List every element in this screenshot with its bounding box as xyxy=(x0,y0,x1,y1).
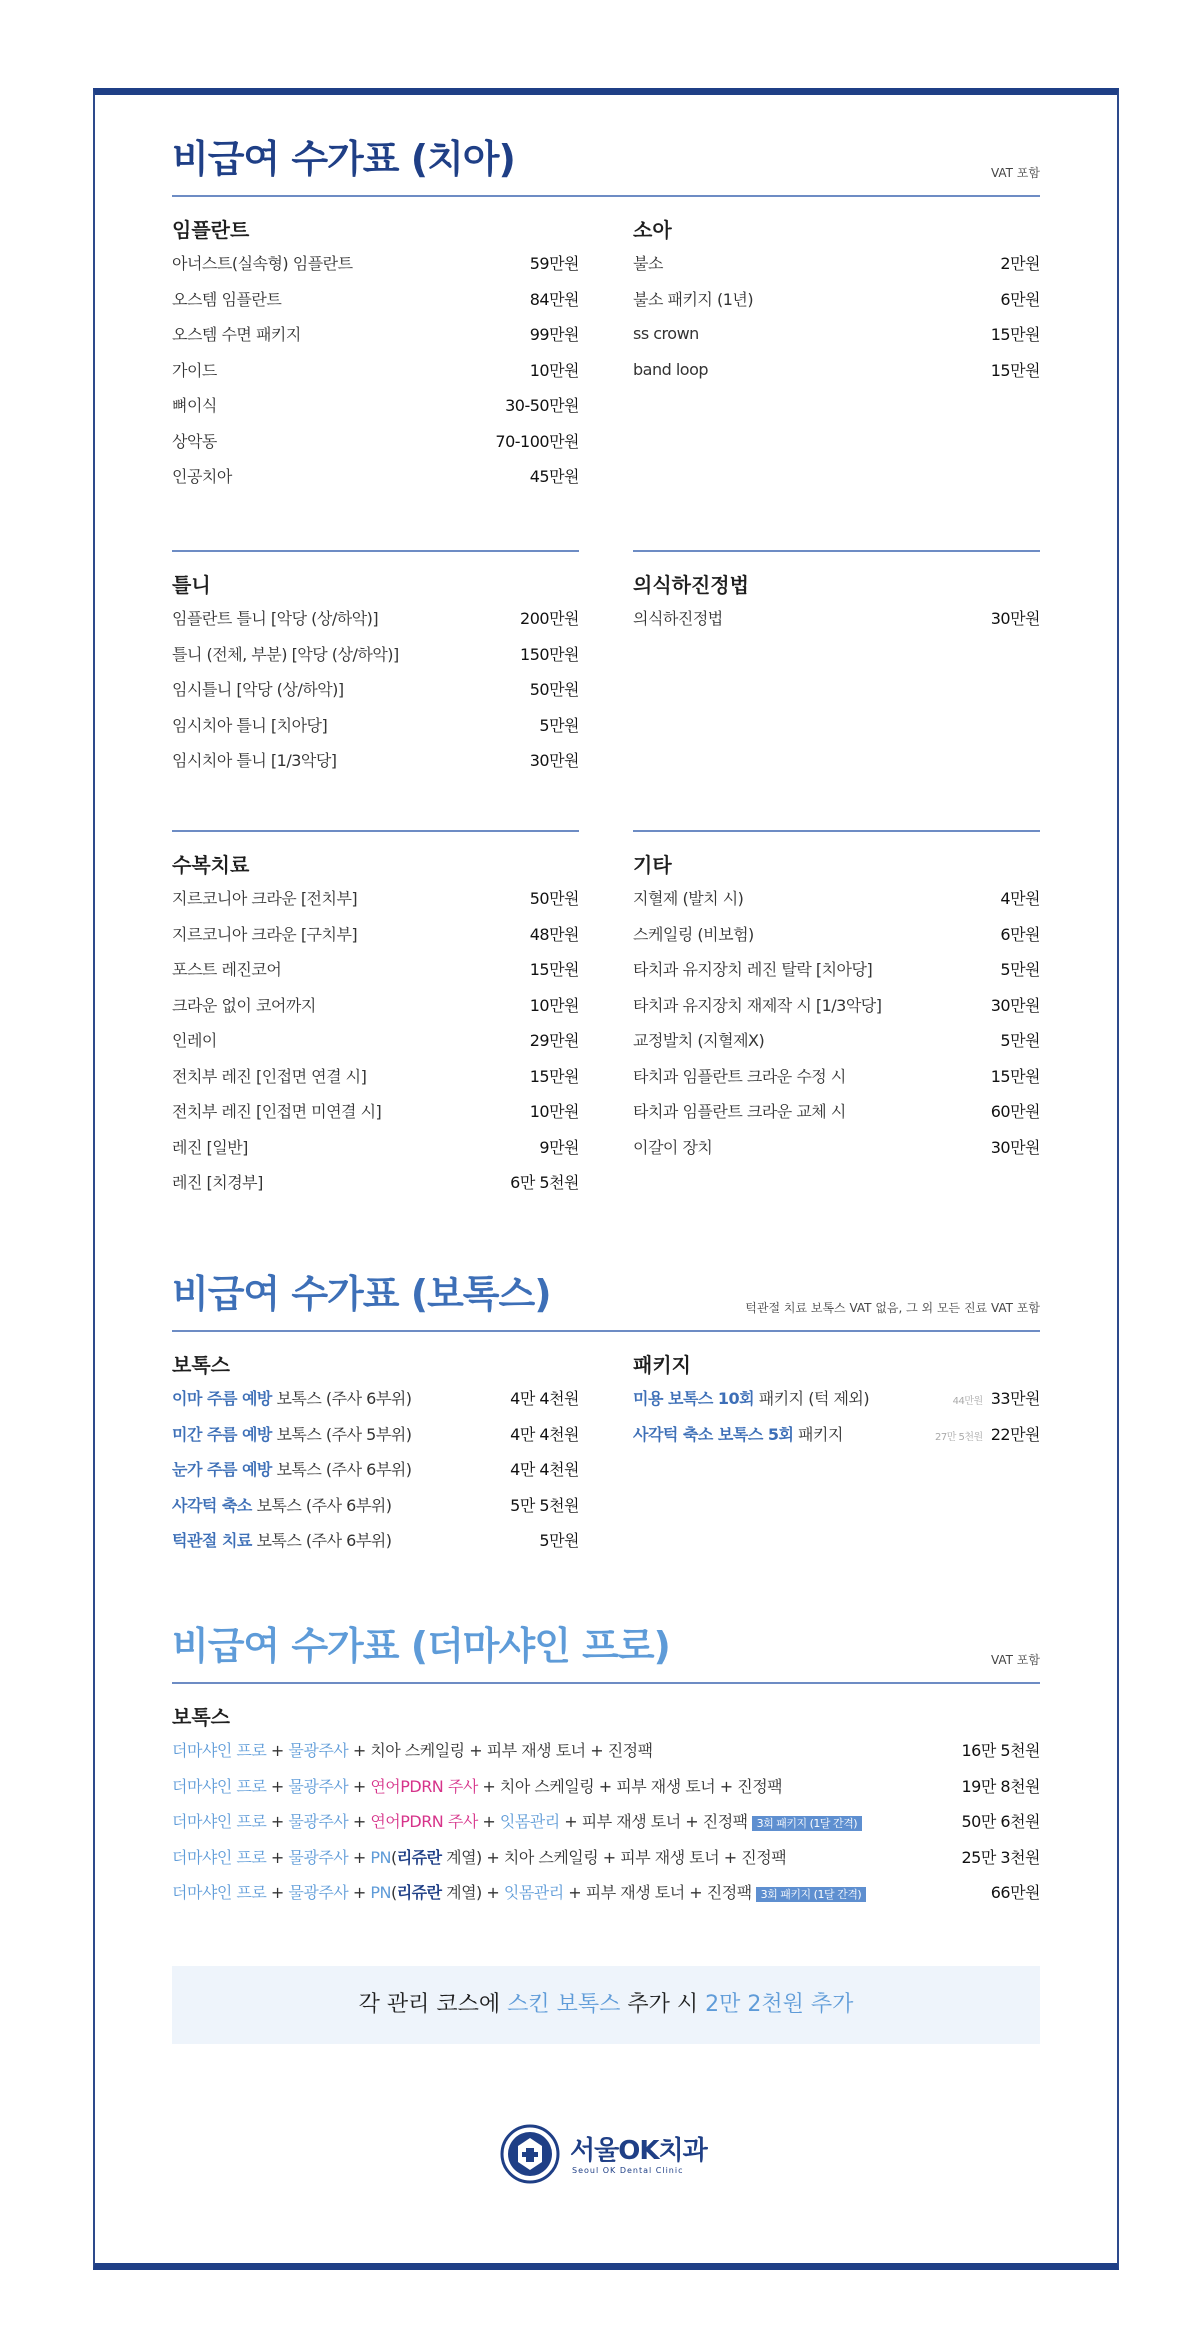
item-highlight: 사각턱 축소 xyxy=(172,1495,252,1515)
item-price: 19만 8천원 xyxy=(961,1776,1040,1796)
item-detail: 보톡스 (주사 6부위) xyxy=(251,1495,392,1515)
price-row xyxy=(172,1522,579,1558)
original-price: 44만원 xyxy=(952,1396,983,1408)
item-price-group xyxy=(935,1422,1040,1445)
item-name: 전치부 레진 [인접면 미연결 시] xyxy=(172,1102,382,1122)
item-part: + xyxy=(477,1776,500,1796)
original-price: 27만 5천원 xyxy=(934,1431,983,1443)
item-part: + xyxy=(464,1741,487,1761)
item-part: 진정팩 xyxy=(702,1812,748,1832)
item-part: + xyxy=(594,1776,617,1796)
item-part: 잇몸관리 xyxy=(503,1883,564,1903)
item-part: + xyxy=(719,1847,742,1867)
item-name xyxy=(172,1880,866,1903)
item-price: 5만원 xyxy=(539,715,579,735)
item-name: band loop xyxy=(633,359,709,379)
item-part: ( xyxy=(390,1847,397,1867)
item-part: + xyxy=(563,1883,586,1903)
item-name: 불소 xyxy=(633,254,663,274)
item-part: 물광주사 xyxy=(288,1776,349,1796)
item-part: + xyxy=(266,1847,289,1867)
item-highlight: 턱관절 치료 xyxy=(172,1531,252,1551)
price-list xyxy=(633,245,1040,387)
section-title: 비급여 수가표 (치아) xyxy=(172,137,515,181)
item-price: 15만원 xyxy=(990,325,1040,345)
item-name: 지혈제 (발치 시) xyxy=(633,889,744,909)
price-row xyxy=(172,316,579,352)
item-name: 임시틀니 [악당 (상/하악)] xyxy=(172,680,344,700)
price-row xyxy=(172,880,579,916)
item-detail: 보톡스 (주사 5부위) xyxy=(271,1424,412,1444)
item-detail: 패키지 xyxy=(793,1424,843,1444)
price-row xyxy=(172,458,579,494)
item-part: 물광주사 xyxy=(288,1741,349,1761)
item-detail: 보톡스 (주사 6부위) xyxy=(271,1460,412,1480)
price-row xyxy=(633,951,1040,987)
item-price: 29만원 xyxy=(529,1031,579,1051)
item-part: + xyxy=(715,1776,738,1796)
item-part: 리쥬란 xyxy=(396,1847,442,1867)
item-name: 교정발치 (지혈제X) xyxy=(633,1031,765,1051)
item-part: 잇몸관리 xyxy=(499,1812,560,1832)
item-name: 지르코니아 크라운 [전치부] xyxy=(172,889,358,909)
item-price: 30만원 xyxy=(990,995,1040,1015)
item-part: 계열) xyxy=(441,1847,482,1867)
item-name xyxy=(172,1493,391,1516)
price-row xyxy=(172,1380,579,1416)
vat-note: 턱관절 치료 보톡스 VAT 없음, 그 외 모든 진료 VAT 포함 xyxy=(745,1301,1040,1315)
price-row xyxy=(172,1416,579,1452)
price-row xyxy=(172,245,579,281)
item-price: 15만원 xyxy=(990,360,1040,380)
section-header xyxy=(172,1622,1040,1684)
item-price: 30-50만원 xyxy=(505,396,579,416)
item-part: 진정팩 xyxy=(706,1883,752,1903)
banner-text: 추가 시 xyxy=(620,1992,706,2017)
item-name xyxy=(172,1457,412,1480)
item-part: 더마샤인 프로 xyxy=(172,1812,267,1832)
section-dental xyxy=(172,135,1040,197)
price-row xyxy=(172,636,579,672)
item-part: 3회 패키지 (1달 간격) xyxy=(752,1816,862,1831)
item-part: PN xyxy=(370,1883,391,1903)
category-title: 임플란트 xyxy=(172,218,250,242)
item-highlight: 이마 주름 예방 xyxy=(172,1389,272,1409)
item-price: 16만 5천원 xyxy=(961,1741,1040,1761)
item-price: 30만원 xyxy=(990,1137,1040,1157)
item-name: 레진 [치경부] xyxy=(172,1173,263,1193)
item-part: 더마샤인 프로 xyxy=(172,1776,267,1796)
item-price: 99만원 xyxy=(529,325,579,345)
category-title: 패키지 xyxy=(633,1353,691,1377)
denture-column xyxy=(172,550,579,778)
item-price: 66만원 xyxy=(990,1883,1040,1903)
price-list xyxy=(633,880,1040,1164)
item-part: 물광주사 xyxy=(288,1883,349,1903)
item-part: PN xyxy=(370,1847,391,1867)
price-row xyxy=(633,1022,1040,1058)
item-name: 타치과 유지장치 레진 탈락 [치아당] xyxy=(633,960,873,980)
item-name: 전치부 레진 [인접면 연결 시] xyxy=(172,1066,367,1086)
item-price: 50만 6천원 xyxy=(961,1812,1040,1832)
item-name xyxy=(633,1386,869,1409)
price-row xyxy=(172,1839,1040,1875)
price-row xyxy=(172,1874,1040,1910)
price-row xyxy=(172,1451,579,1487)
price-row xyxy=(633,880,1040,916)
category-title: 보톡스 xyxy=(172,1353,230,1377)
item-price-group xyxy=(953,1386,1040,1409)
price-row xyxy=(633,1416,1040,1452)
item-name: 상악동 xyxy=(172,431,217,451)
dental-block-2 xyxy=(172,550,1040,778)
category-title: 의식하진정법 xyxy=(633,573,749,597)
item-price: 4만 4천원 xyxy=(510,1424,579,1444)
price-row xyxy=(172,987,579,1023)
item-price: 45만원 xyxy=(529,467,579,487)
item-name: 타치과 임플란트 크라운 교체 시 xyxy=(633,1102,846,1122)
item-part: 진정팩 xyxy=(741,1847,787,1867)
item-price: 15만원 xyxy=(529,1066,579,1086)
item-name: 가이드 xyxy=(172,360,217,380)
item-part: 치아 스케일링 xyxy=(499,1776,595,1796)
price-row xyxy=(633,316,1040,352)
price-row xyxy=(172,1732,1040,1768)
section-title: 비급여 수가표 (보톡스) xyxy=(172,1272,551,1316)
price-row xyxy=(633,1058,1040,1094)
item-part: + xyxy=(684,1883,707,1903)
item-name xyxy=(172,1845,786,1868)
item-price: 15만원 xyxy=(990,1066,1040,1086)
item-part: + xyxy=(266,1741,289,1761)
item-name: 타치과 유지장치 재제작 시 [1/3악당] xyxy=(633,995,882,1015)
sedation-column xyxy=(633,550,1040,778)
price-row xyxy=(633,352,1040,388)
price-row xyxy=(633,1380,1040,1416)
price-list xyxy=(633,1380,1040,1451)
item-name xyxy=(172,1422,412,1445)
item-part: 계열) xyxy=(441,1883,482,1903)
item-name: 오스템 임플란트 xyxy=(172,289,282,309)
clinic-subtitle: Seoul OK Dental Clinic xyxy=(572,2166,684,2175)
item-part: 더마샤인 프로 xyxy=(172,1847,267,1867)
item-part: + xyxy=(481,1883,504,1903)
item-price: 48만원 xyxy=(529,924,579,944)
price-row xyxy=(172,281,579,317)
item-price: 5만원 xyxy=(1000,1031,1040,1051)
price-row xyxy=(633,987,1040,1023)
item-detail: 패키지 (턱 제외) xyxy=(754,1389,870,1409)
section-botox xyxy=(172,1270,1040,1558)
item-name: 포스트 레진코어 xyxy=(172,960,282,980)
item-part: 더마샤인 프로 xyxy=(172,1741,267,1761)
banner-text: 각 관리 코스에 xyxy=(358,1992,508,2017)
item-price: 33만원 xyxy=(990,1389,1040,1409)
price-row xyxy=(172,707,579,743)
price-row xyxy=(172,1022,579,1058)
price-row xyxy=(633,281,1040,317)
item-price: 4만 4천원 xyxy=(510,1460,579,1480)
item-price: 5만 5천원 xyxy=(510,1495,579,1515)
dental-block-1 xyxy=(172,197,1040,494)
item-price: 10만원 xyxy=(529,1102,579,1122)
item-name: ss crown xyxy=(633,324,699,344)
item-name: 지르코니아 크라운 [구치부] xyxy=(172,924,358,944)
package-column xyxy=(633,1332,1040,1558)
item-part: 연어PDRN 주사 xyxy=(370,1812,478,1832)
price-row xyxy=(172,1487,579,1523)
category-title: 틀니 xyxy=(172,573,211,597)
item-name: 크라운 없이 코어까지 xyxy=(172,995,316,1015)
item-name: 의식하진정법 xyxy=(633,609,723,629)
price-list xyxy=(633,600,1040,636)
item-part: + xyxy=(481,1847,504,1867)
item-price: 60만원 xyxy=(990,1102,1040,1122)
item-price: 150만원 xyxy=(520,644,579,664)
item-part: 피부 재생 토너 xyxy=(620,1847,720,1867)
price-row xyxy=(633,1129,1040,1165)
price-row xyxy=(172,742,579,778)
clinic-logo xyxy=(500,2124,710,2186)
item-part: + xyxy=(348,1812,371,1832)
item-price: 200만원 xyxy=(520,609,579,629)
item-part: 3회 패키지 (1달 간격) xyxy=(756,1887,866,1902)
price-list xyxy=(172,1380,579,1558)
item-name: 임시치아 틀니 [치아당] xyxy=(172,715,328,735)
restore-column xyxy=(172,830,579,1200)
item-price: 10만원 xyxy=(529,360,579,380)
item-part: + xyxy=(348,1741,371,1761)
botox-column xyxy=(172,1332,579,1558)
item-price: 6만원 xyxy=(1000,924,1040,944)
price-row xyxy=(633,1093,1040,1129)
item-name xyxy=(633,1422,843,1445)
item-price: 84만원 xyxy=(529,289,579,309)
item-part: 더마샤인 프로 xyxy=(172,1883,267,1903)
clinic-name: 서울OK치과 xyxy=(570,2136,707,2166)
section-title: 비급여 수가표 (더마샤인 프로) xyxy=(172,1624,670,1668)
item-highlight: 사각턱 축소 보톡스 5회 xyxy=(633,1424,794,1444)
category-title: 수복치료 xyxy=(172,853,250,877)
item-price: 50만원 xyxy=(529,680,579,700)
item-detail: 보톡스 (주사 6부위) xyxy=(251,1531,392,1551)
item-price: 5만원 xyxy=(539,1531,579,1551)
item-part: 물광주사 xyxy=(288,1847,349,1867)
item-highlight: 미용 보톡스 10회 xyxy=(633,1389,755,1409)
item-part: 리쥬란 xyxy=(396,1883,442,1903)
item-name: 인공치아 xyxy=(172,467,232,487)
item-name: 이갈이 장치 xyxy=(633,1137,713,1157)
section-header xyxy=(172,135,1040,197)
item-part: + xyxy=(477,1812,500,1832)
item-part: 피부 재생 토너 xyxy=(585,1883,685,1903)
category-title: 보톡스 xyxy=(172,1705,230,1729)
item-name: 아너스트(실속형) 임플란트 xyxy=(172,254,353,274)
item-part: + xyxy=(598,1847,621,1867)
item-part: + xyxy=(266,1776,289,1796)
vat-note: VAT 포함 xyxy=(990,166,1040,180)
item-part: 연어PDRN 주사 xyxy=(370,1776,478,1796)
item-price: 10만원 xyxy=(529,995,579,1015)
implant-column xyxy=(172,197,579,494)
item-part: 치아 스케일링 xyxy=(370,1741,465,1761)
item-name: 임시치아 틀니 [1/3악당] xyxy=(172,751,337,771)
price-row xyxy=(172,1803,1040,1839)
item-name: 스케일링 (비보험) xyxy=(633,924,754,944)
item-name xyxy=(172,1738,653,1761)
item-name: 오스템 수면 패키지 xyxy=(172,325,301,345)
item-part: + xyxy=(348,1847,371,1867)
item-part: 물광주사 xyxy=(288,1812,349,1832)
item-price: 2만원 xyxy=(1000,254,1040,274)
item-part: 진정팩 xyxy=(737,1776,783,1796)
item-price: 25만 3천원 xyxy=(961,1847,1040,1867)
item-name xyxy=(172,1774,782,1797)
price-row xyxy=(172,387,579,423)
price-list xyxy=(172,1732,1040,1910)
price-row xyxy=(172,352,579,388)
item-name xyxy=(172,1386,412,1409)
item-price: 5만원 xyxy=(1000,960,1040,980)
vat-note: VAT 포함 xyxy=(990,1653,1040,1667)
item-price: 70-100만원 xyxy=(495,431,579,451)
price-row xyxy=(172,1129,579,1165)
item-part: 치아 스케일링 xyxy=(503,1847,599,1867)
price-row xyxy=(633,600,1040,636)
price-row xyxy=(172,916,579,952)
price-row xyxy=(172,1093,579,1129)
item-name: 타치과 임플란트 크라운 수정 시 xyxy=(633,1066,846,1086)
item-detail: 보톡스 (주사 6부위) xyxy=(271,1389,412,1409)
item-part: + xyxy=(585,1741,608,1761)
item-name: 인레이 xyxy=(172,1031,217,1051)
item-part: ( xyxy=(390,1883,397,1903)
price-list xyxy=(172,245,579,494)
item-part: 진정팩 xyxy=(607,1741,653,1761)
item-price: 59만원 xyxy=(529,254,579,274)
item-name xyxy=(172,1528,391,1551)
category-title: 기타 xyxy=(633,853,672,877)
etc-column xyxy=(633,830,1040,1200)
section-derma xyxy=(172,1622,1040,1910)
price-row xyxy=(172,671,579,707)
banner-highlight: 스킨 보톡스 xyxy=(507,1992,621,2017)
dental-block-3 xyxy=(172,830,1040,1200)
item-part: 피부 재생 토너 xyxy=(616,1776,716,1796)
item-price: 30만원 xyxy=(990,609,1040,629)
pedo-column xyxy=(633,197,1040,494)
item-price: 22만원 xyxy=(990,1424,1040,1444)
price-row xyxy=(172,600,579,636)
item-part: 피부 재생 토너 xyxy=(486,1741,586,1761)
item-name xyxy=(172,1809,862,1832)
item-part: + xyxy=(266,1812,289,1832)
price-list xyxy=(172,600,579,778)
item-part: + xyxy=(348,1883,371,1903)
item-price: 15만원 xyxy=(529,960,579,980)
item-highlight: 눈가 주름 예방 xyxy=(172,1460,272,1480)
item-name: 틀니 (전체, 부분) [악당 (상/하악)] xyxy=(172,644,399,664)
item-name: 임플란트 틀니 [악당 (상/하악)] xyxy=(172,609,379,629)
price-row xyxy=(172,1768,1040,1804)
item-part: + xyxy=(680,1812,703,1832)
item-part: + xyxy=(348,1776,371,1796)
item-name: 뼈이식 xyxy=(172,396,217,416)
price-row xyxy=(172,423,579,459)
item-part: 피부 재생 토너 xyxy=(581,1812,681,1832)
category-title: 소아 xyxy=(633,218,672,242)
item-price: 50만원 xyxy=(529,889,579,909)
price-row xyxy=(633,245,1040,281)
price-row xyxy=(172,1058,579,1094)
item-price: 6만 5천원 xyxy=(510,1173,579,1193)
item-price: 30만원 xyxy=(529,751,579,771)
price-row xyxy=(172,951,579,987)
item-part: + xyxy=(559,1812,582,1832)
item-name: 레진 [일반] xyxy=(172,1137,248,1157)
item-price: 4만원 xyxy=(1000,889,1040,909)
item-highlight: 미간 주름 예방 xyxy=(172,1424,272,1444)
item-part: + xyxy=(266,1883,289,1903)
item-price: 6만원 xyxy=(1000,289,1040,309)
section-header xyxy=(172,1270,1040,1332)
item-price: 4만 4천원 xyxy=(510,1389,579,1409)
item-price: 9만원 xyxy=(539,1137,579,1157)
seal-icon xyxy=(500,2124,560,2184)
banner-price: 2만 2천원 추가 xyxy=(705,1992,854,2017)
item-name: 불소 패키지 (1년) xyxy=(633,289,754,309)
price-row xyxy=(172,1164,579,1200)
add-on-banner xyxy=(172,1966,1040,2044)
price-list xyxy=(172,880,579,1200)
price-row xyxy=(633,916,1040,952)
